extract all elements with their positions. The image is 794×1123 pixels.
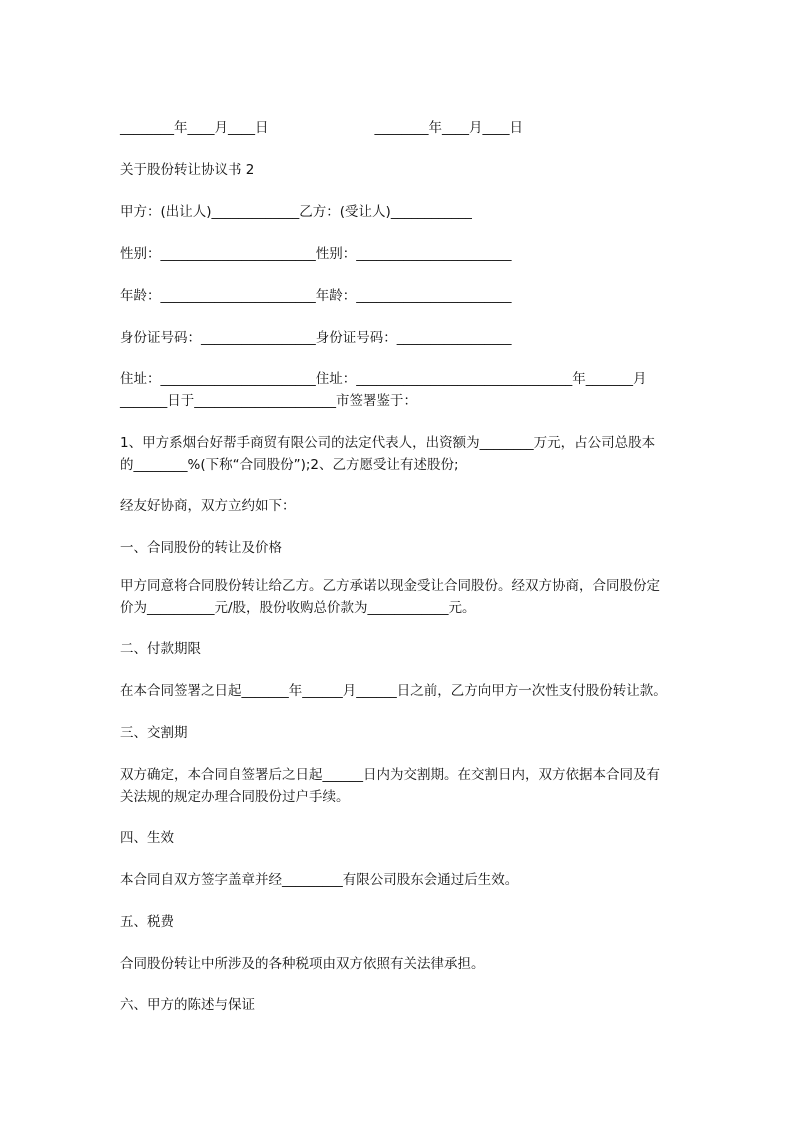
section-text-line: 合同股份转让中所涉及的各种税项由双方依照有关法律承担。 [120,956,485,972]
section-heading: 二、付款期限 [120,641,201,657]
section-heading: 六、甲方的陈述与保证 [120,997,255,1013]
address-line-1: 住址：_______________________住址：________________________________年_______月 [120,371,647,387]
agreement-intro: 经友好协商，双方立约如下： [120,498,296,514]
section-text-line: 价为__________元/股，股份收购总价款为____________元。 [120,600,476,616]
recital-line-1: 1、甲方系烟台好帮手商贸有限公司的法定代表人，出资额为________万元，占公司总股本 [120,435,656,451]
date-right: ________年____月____日 [374,120,523,136]
section-heading: 四、生效 [120,830,174,846]
section-text-line: 甲方同意将合同股份转让给乙方。乙方承诺以现金受让合同股份。经双方协商，合同股份定 [120,578,660,594]
age-line: 年龄：_______________________年龄：_______________________ [120,288,512,304]
document-title: 关于股份转让协议书 2 [120,162,255,178]
section-heading: 一、合同股份的转让及价格 [120,540,282,556]
parties-line: 甲方：(出让人)_____________乙方：(受让人)____________ [120,204,472,220]
section-text-line: 本合同自双方签字盖章并经_________有限公司股东会通过后生效。 [120,872,519,888]
address-line-2: _______日于_____________________市签署鉴于： [120,393,417,409]
recital-line-2: 的________%(下称“合同股份”);2、乙方愿受让有述股份; [120,457,459,473]
date-line [120,117,523,139]
section-heading: 五、税费 [120,914,174,930]
section-text-line: 在本合同签署之日起_______年______月______日之前，乙方向甲方一次性支付股份转让款。 [120,683,667,699]
date-left: ________年____月____日 [120,120,269,136]
gender-line: 性别：_______________________性别：_______________________ [120,246,512,262]
section-text-line: 关法规的规定办理合同股份过户手续。 [120,789,350,805]
id-number-line: 身份证号码：_________________身份证号码：_________________ [120,330,512,346]
section-heading: 三、交割期 [120,725,188,741]
section-text-line: 双方确定，本合同自签署后之日起______日内为交割期。在交割日内，双方依据本合同及有 [120,767,660,783]
